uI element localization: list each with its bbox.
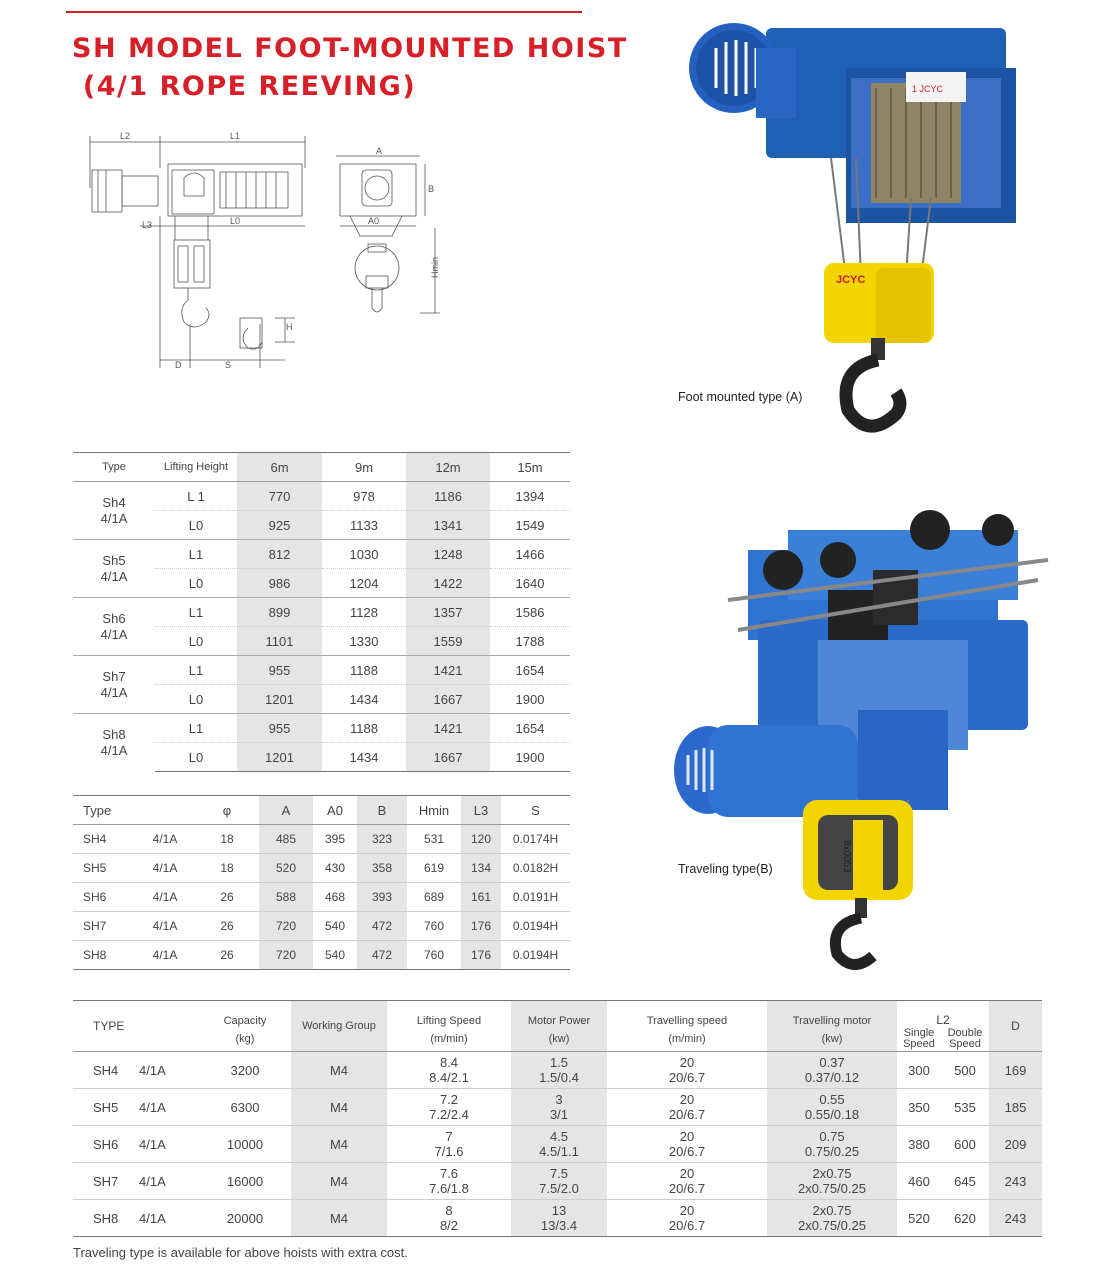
l2-single-cell: 380: [897, 1126, 941, 1163]
row-label: L0: [155, 685, 237, 714]
motor-power-cell: [511, 1089, 607, 1126]
motor-power-cell: [511, 1052, 607, 1089]
title-rule: [66, 11, 582, 13]
value-cell: 430: [313, 854, 357, 883]
value-cell: 1640: [490, 569, 570, 598]
value-cell: 1654: [490, 656, 570, 685]
value-cell: 1788: [490, 627, 570, 656]
working-group-cell: M4: [291, 1052, 387, 1089]
row-label: L1: [155, 598, 237, 627]
value-cell: 720: [259, 941, 313, 970]
working-group-cell: M4: [291, 1200, 387, 1237]
capacity-cell: 16000: [199, 1163, 291, 1200]
reeving-cell: 4/1A: [139, 1163, 199, 1200]
foot-mounted-caption: Foot mounted type (A): [678, 390, 803, 404]
type-cell: [73, 540, 155, 598]
table-header-row: [73, 796, 570, 825]
travelling-motor-cell-single: 2x0.75: [812, 1203, 852, 1218]
value-cell: 1654: [490, 714, 570, 743]
value-cell: 1434: [322, 685, 406, 714]
lifting-speed-cell-single: 7: [445, 1129, 453, 1144]
lifting-speed-cell: [387, 1163, 511, 1200]
value-cell: 1201: [237, 743, 322, 772]
l2-single-cell: 350: [897, 1089, 941, 1126]
value-cell: 1394: [490, 482, 570, 511]
value-cell: 955: [237, 714, 322, 743]
column-header: [135, 796, 195, 825]
header-d: D: [989, 1001, 1042, 1052]
travelling-speed-cell-single: 20: [679, 1055, 695, 1070]
motor-power-cell-single: 7.5: [549, 1166, 569, 1181]
hook-block-label: 8x0053: [841, 840, 852, 873]
d-cell: 169: [989, 1052, 1042, 1089]
l2-single-cell: 460: [897, 1163, 941, 1200]
label-h: H: [286, 322, 293, 332]
lifting-speed-cell: [387, 1052, 511, 1089]
travelling-speed-cell-dual: 20/6.7: [668, 1144, 706, 1159]
specifications-table: [73, 1000, 1042, 1237]
column-header: A: [259, 796, 313, 825]
value-cell: 0.0194H: [501, 912, 570, 941]
value-cell: 1186: [406, 482, 490, 511]
type-cell: [73, 482, 155, 540]
value-cell: 1128: [322, 598, 406, 627]
value-cell: 358: [357, 854, 407, 883]
motor-power-cell-single: 13: [551, 1203, 567, 1218]
value-cell: 134: [461, 854, 501, 883]
travelling-motor-cell: [767, 1052, 897, 1089]
value-cell: 1421: [406, 656, 490, 685]
travelling-motor-cell: [767, 1089, 897, 1126]
value-cell: SH7: [73, 912, 135, 941]
travelling-speed-cell: [607, 1089, 767, 1126]
label-l2: L2: [120, 131, 131, 141]
header-double-speed: Double Speed: [941, 1027, 989, 1052]
motor-power-cell-dual: 1.5/0.4: [539, 1070, 579, 1085]
lifting-speed-cell-dual: 8/2: [439, 1218, 459, 1233]
travelling-motor-cell-dual: 2x0.75/0.25: [798, 1218, 866, 1233]
motor-power-cell-single: 3: [555, 1092, 563, 1107]
capacity-cell: 20000: [199, 1200, 291, 1237]
travelling-motor-cell-dual: 2x0.75/0.25: [798, 1181, 866, 1196]
value-cell: 1667: [406, 685, 490, 714]
motor-power-cell-dual: 7.5/2.0: [539, 1181, 579, 1196]
header-type: TYPE: [73, 1001, 199, 1052]
row-label: L0: [155, 511, 237, 540]
title-line-1: SH MODEL FOOT-MOUNTED HOIST: [72, 33, 628, 64]
value-cell: 120: [461, 825, 501, 854]
type-cell: SH4: [73, 1052, 139, 1089]
lifting-speed-cell-single: 7.6: [439, 1166, 459, 1181]
row-label: L 1: [155, 482, 237, 511]
label-l3: L3: [142, 220, 153, 230]
table-row: [73, 1163, 1042, 1200]
type-name: Sh6: [102, 610, 126, 626]
working-group-cell: M4: [291, 1089, 387, 1126]
value-cell: 1330: [322, 627, 406, 656]
value-cell: 472: [357, 912, 407, 941]
table-row: [73, 883, 570, 912]
value-cell: 619: [407, 854, 461, 883]
value-cell: 393: [357, 883, 407, 912]
page-title: [72, 30, 628, 106]
value-cell: 468: [313, 883, 357, 912]
type-name: Sh4: [102, 494, 126, 510]
travelling-speed-cell-single: 20: [679, 1129, 695, 1144]
value-cell: 1422: [406, 569, 490, 598]
type-reeving: 4/1A: [100, 684, 128, 700]
row-label: L1: [155, 714, 237, 743]
value-cell: 26: [195, 941, 259, 970]
value-cell: SH5: [73, 854, 135, 883]
capacity-cell: 3200: [199, 1052, 291, 1089]
value-cell: 540: [313, 912, 357, 941]
travelling-speed-cell-single: 20: [679, 1203, 695, 1218]
lifting-speed-cell-single: 8.4: [439, 1055, 459, 1070]
row-label: L0: [155, 743, 237, 772]
table-row: [73, 540, 570, 569]
table-row: [73, 1200, 1042, 1237]
value-cell: 176: [461, 912, 501, 941]
value-cell: 1341: [406, 511, 490, 540]
travelling-motor-cell: [767, 1163, 897, 1200]
type-name: Sh8: [102, 726, 126, 742]
label-l1: L1: [230, 131, 241, 141]
capacity-cell: 6300: [199, 1089, 291, 1126]
type-cell: [73, 598, 155, 656]
header-lifting-height: Lifting Height: [155, 453, 237, 482]
label-a0: A0: [368, 216, 380, 226]
working-group-cell: M4: [291, 1163, 387, 1200]
travelling-speed-cell-single: 20: [679, 1166, 695, 1181]
column-header: S: [501, 796, 570, 825]
label-s: S: [225, 360, 232, 370]
type-cell: SH7: [73, 1163, 139, 1200]
header-12m: 12m: [406, 453, 490, 482]
travelling-speed-cell-dual: 20/6.7: [668, 1107, 706, 1122]
value-cell: 770: [237, 482, 322, 511]
dimension-drawing: [80, 128, 450, 378]
type-cell: SH6: [73, 1126, 139, 1163]
value-cell: 540: [313, 941, 357, 970]
column-header: L3: [461, 796, 501, 825]
value-cell: 1357: [406, 598, 490, 627]
column-header: φ: [195, 796, 259, 825]
travelling-motor-cell-single: 0.55: [819, 1092, 845, 1107]
value-cell: 26: [195, 883, 259, 912]
lifting-speed-cell-dual: 7.2/2.4: [429, 1107, 469, 1122]
reeving-cell: 4/1A: [139, 1052, 199, 1089]
column-header: Hmin: [407, 796, 461, 825]
value-cell: 395: [313, 825, 357, 854]
travelling-motor-cell-dual: 0.55/0.18: [804, 1107, 860, 1122]
header-motor-power: Motor Power: [511, 1001, 607, 1028]
value-cell: 472: [357, 941, 407, 970]
header-travelling-motor: Travelling motor: [767, 1001, 897, 1028]
spec-header-row-2: [73, 1027, 1042, 1052]
row-label: L0: [155, 569, 237, 598]
d-cell: 209: [989, 1126, 1042, 1163]
lifting-speed-cell: [387, 1126, 511, 1163]
spec-header-row-1: [73, 1001, 1042, 1028]
value-cell: 588: [259, 883, 313, 912]
header-6m: 6m: [237, 453, 322, 482]
traveling-caption: Traveling type(B): [678, 862, 773, 876]
l2-double-cell: 645: [941, 1163, 989, 1200]
value-cell: 1466: [490, 540, 570, 569]
type-reeving: 4/1A: [100, 510, 128, 526]
value-cell: 1030: [322, 540, 406, 569]
travelling-motor-cell: [767, 1200, 897, 1237]
label-d: D: [175, 360, 182, 370]
header-working-group: Working Group: [291, 1001, 387, 1052]
travelling-speed-cell: [607, 1163, 767, 1200]
value-cell: 4/1A: [135, 854, 195, 883]
lifting-speed-cell-dual: 8.4/2.1: [429, 1070, 469, 1085]
lifting-speed-cell-dual: 7.6/1.8: [429, 1181, 469, 1196]
row-label: L1: [155, 656, 237, 685]
header-l2: L2: [897, 1001, 989, 1028]
travelling-motor-cell-single: 0.37: [819, 1055, 845, 1070]
value-cell: 720: [259, 912, 313, 941]
d-cell: 243: [989, 1200, 1042, 1237]
table-row: [73, 912, 570, 941]
value-cell: 0.0191H: [501, 883, 570, 912]
value-cell: 899: [237, 598, 322, 627]
column-header: B: [357, 796, 407, 825]
value-cell: 176: [461, 941, 501, 970]
d-cell: 243: [989, 1163, 1042, 1200]
value-cell: 0.0182H: [501, 854, 570, 883]
header-travelling-speed: Travelling speed: [607, 1001, 767, 1028]
header-single-speed: Single Speed: [897, 1027, 941, 1052]
header-9m: 9m: [322, 453, 406, 482]
value-cell: 689: [407, 883, 461, 912]
value-cell: 0.0174H: [501, 825, 570, 854]
travelling-speed-cell: [607, 1052, 767, 1089]
dimensions-table: [73, 795, 570, 970]
value-cell: SH4: [73, 825, 135, 854]
type-cell: [73, 656, 155, 714]
value-cell: 760: [407, 912, 461, 941]
l2-double-cell: 535: [941, 1089, 989, 1126]
d-cell: 185: [989, 1089, 1042, 1126]
type-name: Sh7: [102, 668, 126, 684]
value-cell: 760: [407, 941, 461, 970]
motor-power-cell: [511, 1200, 607, 1237]
row-label: L1: [155, 540, 237, 569]
lifting-speed-cell-dual: 7/1.6: [434, 1144, 464, 1159]
table-row: [73, 598, 570, 627]
travelling-motor-cell: [767, 1126, 897, 1163]
lifting-height-table: [73, 452, 570, 772]
value-cell: 955: [237, 656, 322, 685]
travelling-speed-cell-dual: 20/6.7: [668, 1181, 706, 1196]
type-cell: [73, 714, 155, 772]
column-header: A0: [313, 796, 357, 825]
value-cell: 531: [407, 825, 461, 854]
header-type: Type: [73, 453, 155, 482]
value-cell: 1900: [490, 743, 570, 772]
lifting-speed-cell: [387, 1089, 511, 1126]
value-cell: 986: [237, 569, 322, 598]
value-cell: 4/1A: [135, 941, 195, 970]
title-line-2: (4/1 ROPE REEVING): [72, 71, 417, 102]
table-row: [73, 482, 570, 511]
table-row: [73, 714, 570, 743]
header-15m: 15m: [490, 453, 570, 482]
value-cell: 485: [259, 825, 313, 854]
label-b: B: [428, 184, 435, 194]
type-name: Sh5: [102, 552, 126, 568]
travelling-motor-cell-single: 0.75: [819, 1129, 845, 1144]
travelling-motor-cell-single: 2x0.75: [812, 1166, 852, 1181]
table-row: [73, 1052, 1042, 1089]
motor-power-cell-single: 1.5: [549, 1055, 569, 1070]
traveling-hoist-image: [668, 500, 1058, 970]
value-cell: 1201: [237, 685, 322, 714]
value-cell: 1559: [406, 627, 490, 656]
row-label: L0: [155, 627, 237, 656]
motor-power-cell: [511, 1163, 607, 1200]
type-cell: SH8: [73, 1200, 139, 1237]
l2-double-cell: 600: [941, 1126, 989, 1163]
motor-power-cell-dual: 3/1: [549, 1107, 569, 1122]
value-cell: 520: [259, 854, 313, 883]
value-cell: 1101: [237, 627, 322, 656]
value-cell: 1421: [406, 714, 490, 743]
nameplate: 1 JCYC: [912, 84, 944, 94]
value-cell: SH8: [73, 941, 135, 970]
value-cell: 1549: [490, 511, 570, 540]
header-motor-power-unit: (kw): [511, 1027, 607, 1052]
value-cell: 0.0194H: [501, 941, 570, 970]
header-travelling-motor-unit: (kw): [767, 1027, 897, 1052]
travelling-speed-cell-single: 20: [679, 1092, 695, 1107]
lifting-speed-cell: [387, 1200, 511, 1237]
table-row: [73, 941, 570, 970]
value-cell: SH6: [73, 883, 135, 912]
motor-power-cell-dual: 4.5/1.1: [539, 1144, 579, 1159]
header-lifting-speed: Lifting Speed: [387, 1001, 511, 1028]
value-cell: 1188: [322, 714, 406, 743]
hook-block-brand: JCYC: [836, 274, 866, 286]
value-cell: 18: [195, 854, 259, 883]
value-cell: 1188: [322, 656, 406, 685]
header-lifting-speed-unit: (m/min): [387, 1027, 511, 1052]
table-header-row: [73, 453, 570, 482]
l2-single-cell: 300: [897, 1052, 941, 1089]
type-reeving: 4/1A: [100, 626, 128, 642]
header-capacity-unit: (kg): [199, 1027, 291, 1052]
header-capacity: Capacity: [199, 1001, 291, 1028]
travelling-speed-cell-dual: 20/6.7: [668, 1070, 706, 1085]
travelling-speed-cell: [607, 1126, 767, 1163]
value-cell: 4/1A: [135, 883, 195, 912]
type-reeving: 4/1A: [100, 742, 128, 758]
value-cell: 323: [357, 825, 407, 854]
table-row: [73, 1089, 1042, 1126]
value-cell: 1248: [406, 540, 490, 569]
travelling-speed-cell: [607, 1200, 767, 1237]
value-cell: 1434: [322, 743, 406, 772]
motor-power-cell-single: 4.5: [549, 1129, 569, 1144]
table-row: [73, 854, 570, 883]
value-cell: 1667: [406, 743, 490, 772]
value-cell: 18: [195, 825, 259, 854]
reeving-cell: 4/1A: [139, 1126, 199, 1163]
travelling-motor-cell-dual: 0.37/0.12: [804, 1070, 860, 1085]
table-row: [73, 656, 570, 685]
working-group-cell: M4: [291, 1126, 387, 1163]
lifting-speed-cell-single: 7.2: [439, 1092, 459, 1107]
type-reeving: 4/1A: [100, 568, 128, 584]
l2-double-cell: 500: [941, 1052, 989, 1089]
l2-double-cell: 620: [941, 1200, 989, 1237]
value-cell: 925: [237, 511, 322, 540]
value-cell: 1133: [322, 511, 406, 540]
value-cell: 978: [322, 482, 406, 511]
capacity-cell: 10000: [199, 1126, 291, 1163]
value-cell: 4/1A: [135, 825, 195, 854]
column-header: Type: [73, 796, 135, 825]
motor-power-cell: [511, 1126, 607, 1163]
value-cell: 4/1A: [135, 912, 195, 941]
motor-power-cell-dual: 13/3.4: [540, 1218, 578, 1233]
footnote: Traveling type is available for above hoists with extra cost.: [73, 1245, 408, 1260]
value-cell: 812: [237, 540, 322, 569]
foot-mounted-hoist-image: [676, 8, 1036, 438]
label-hmin: Hmin: [430, 256, 440, 278]
value-cell: 1204: [322, 569, 406, 598]
reeving-cell: 4/1A: [139, 1089, 199, 1126]
table-row: [73, 1126, 1042, 1163]
label-a: A: [376, 146, 383, 156]
travelling-motor-cell-dual: 0.75/0.25: [804, 1144, 860, 1159]
label-l0: L0: [230, 216, 241, 226]
header-travelling-speed-unit: (m/min): [607, 1027, 767, 1052]
lifting-speed-cell-single: 8: [445, 1203, 453, 1218]
value-cell: 161: [461, 883, 501, 912]
l2-single-cell: 520: [897, 1200, 941, 1237]
table-row: [73, 825, 570, 854]
reeving-cell: 4/1A: [139, 1200, 199, 1237]
travelling-speed-cell-dual: 20/6.7: [668, 1218, 706, 1233]
value-cell: 1900: [490, 685, 570, 714]
value-cell: 26: [195, 912, 259, 941]
type-cell: SH5: [73, 1089, 139, 1126]
value-cell: 1586: [490, 598, 570, 627]
